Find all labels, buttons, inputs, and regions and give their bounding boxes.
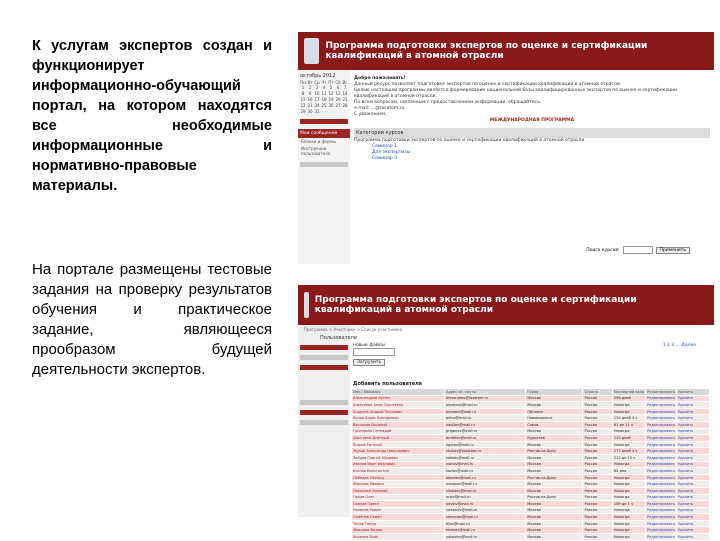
table-cell: lebedev@mail.ru [445,474,526,481]
calendar-weekday: Пт [328,80,334,85]
sidebar-divider [300,162,348,167]
edit-link[interactable]: Редактировать [647,475,675,480]
edit-link[interactable]: Редактировать [647,429,675,434]
users-list-screenshot [298,285,714,539]
page-title: Пользователи [320,335,358,341]
notice-heading: С уважением, [354,112,387,117]
user-name-cell[interactable]: Дмитриев Дмитрий [352,435,445,442]
user-name-cell[interactable]: Зайцев Сергей Юрьевич [352,454,445,461]
table-row [352,468,710,475]
edit-link[interactable]: Редактировать [647,449,675,454]
table-row [352,415,710,422]
table-cell: Никогда [612,487,645,494]
table-cell: semenov@mail.ru [445,514,526,521]
delete-link[interactable]: Удалить [677,501,710,508]
sidebar-divider [300,410,348,415]
table-cell: 61 дн 11 ч [612,421,645,428]
edit-link[interactable]: Редактировать [647,462,675,467]
user-name-cell[interactable]: Морозов Михаил [352,481,445,488]
table-cell: Москва [526,468,583,475]
table-cell: Ростов-на-Дону [526,448,583,455]
user-name-cell[interactable]: Николаев Николай [352,487,445,494]
portal-banner-title: Программа подготовки экспертов по оценке и сертификации квалификаций в атомной отрасли [314,295,637,315]
table-row [352,474,710,481]
delete-link[interactable]: Удалить [677,421,710,428]
portal-content [354,76,710,162]
table-cell: zaitsev@mail.ru [445,454,526,461]
users-table-title[interactable]: Добавить пользователя [353,381,422,387]
edit-link[interactable]: Редактировать [647,501,675,506]
table-cell: dmitriev@mail.ru [445,435,526,442]
table-cell: Никогда [612,474,645,481]
table-cell: fedorov@mail.ru [445,527,526,534]
user-name-cell[interactable]: Орлов Олег [352,494,445,501]
sidebar-divider [300,355,348,360]
user-name-cell[interactable]: Козлов Константин [352,468,445,475]
delete-link[interactable]: Удалить [677,454,710,461]
breadcrumb[interactable]: Программа > Участники > Список участников [304,327,402,332]
user-name-cell[interactable]: Андреев Андрей Петрович [352,408,445,415]
edit-link[interactable]: Редактировать [647,508,675,513]
calendar-day[interactable]: 6 [336,85,340,90]
table-header-row [352,389,710,396]
table-cell: Россия [583,421,612,428]
table-cell: Никогда [612,481,645,488]
user-name-cell[interactable]: Семёнов Семён [352,514,445,521]
sidebar-divider [300,119,348,124]
table-cell: Россия [583,415,612,422]
calendar-weekday: Пн [300,80,306,85]
table-cell: Россия [583,395,612,402]
users-table [351,388,710,541]
table-cell: 64 дня [612,468,645,475]
table-cell: Никогда [612,527,645,534]
course-search-button[interactable]: Применить [656,247,690,254]
calendar-day[interactable]: 29 [300,109,306,114]
calendar-weekday: Ср [314,80,320,85]
calendar-day[interactable]: 17 [314,97,320,102]
table-row [352,514,710,521]
table-cell: Москва [526,527,583,534]
sidebar-divider [300,345,348,350]
table-cell: ivanov@mail.ru [445,461,526,468]
table-cell: Никогда [612,520,645,527]
delete-link[interactable]: Удалить [677,441,710,448]
calendar-day[interactable]: 28 [342,103,348,108]
welcome-heading: Добро пожаловать! [354,76,406,81]
table-cell: Россия [583,534,612,541]
table-cell: Обнинск [526,408,583,415]
upload-form [353,343,395,366]
pagination[interactable]: 1 2 3 ... Далее [662,343,696,348]
user-name-cell[interactable]: Белов Борис Викторович [352,415,445,422]
table-cell: Адрес эл. почты [445,389,526,396]
table-cell: Курчатов [526,435,583,442]
edit-link[interactable]: Редактировать [647,528,675,533]
goal-text: Целью настоящей программы является формирование национальной базы квалифицированных экспертов по оценке и сертификации квалификаций в атомной отрасли. [354,88,678,99]
table-cell: grigoriev@mail.ru [445,428,526,435]
calendar-day[interactable]: 11 [321,91,327,96]
upload-label: новые файлы [353,343,386,348]
table-cell: morozov@mail.ru [445,481,526,488]
calendar-weekday: Сб [335,80,341,85]
table-cell: Россия [583,428,612,435]
portal-banner [298,32,714,70]
table-row [352,395,710,402]
table-cell: Редактировать [647,389,675,394]
table-cell: romanov@mail.ru [445,507,526,514]
table-cell: 109 дн 1 ч [612,501,645,508]
table-row [352,428,710,435]
table-cell: Россия [583,435,612,442]
table-cell: Москва [526,534,583,541]
table-cell: Москва [526,428,583,435]
table-row [352,494,710,501]
table-row [352,487,710,494]
table-cell: Москва [526,481,583,488]
table-cell: Последний вход [613,389,645,394]
table-cell: Россия [583,474,612,481]
table-cell: Москва [526,507,583,514]
delete-link[interactable]: Удалить [677,402,710,409]
table-row [352,448,710,455]
delete-link[interactable]: Удалить [677,534,710,541]
tests-description: На портале размещены тестовые задания на проверку результатов обучения и практическое задание, являющееся прообразом будущей деятельности экспертов. [32,261,272,378]
table-cell: Никогда [612,461,645,468]
delete-link[interactable]: Удалить [677,408,710,415]
table-cell: Россия [583,494,612,501]
delete-link[interactable]: Удалить [677,468,710,475]
edit-link[interactable]: Редактировать [647,396,675,401]
table-cell: Никогда [612,534,645,541]
course-search [586,246,690,254]
table-row [352,520,710,527]
table-row [352,507,710,514]
upload-button[interactable]: Загрузить [353,359,385,366]
table-row [352,461,710,468]
user-name-cell[interactable]: Васильев Василий [352,421,445,428]
calendar-day[interactable]: 14 [342,91,348,96]
calendar-day[interactable]: 9 [308,91,312,96]
calendar-day[interactable]: 23 [307,103,313,108]
edit-link[interactable]: Редактировать [647,534,675,539]
table-cell: 125 дней 4 ч [612,415,645,422]
calendar-day[interactable]: 3 [315,85,319,90]
delete-link[interactable]: Удалить [677,395,710,402]
calendar-day[interactable]: 10 [314,91,320,96]
table-row [352,441,710,448]
table-row [352,481,710,488]
user-name-cell[interactable]: Егоров Евгений [352,441,445,448]
user-name-cell[interactable]: Григорьев Геннадий [352,428,445,435]
calendar-title: октябрь 2012 [300,73,336,79]
table-cell: andreev@mail.ru [445,408,526,415]
edit-link[interactable]: Редактировать [647,409,675,414]
course-categories-heading: Категории курсов [354,128,710,138]
calendar-day[interactable]: 25 [321,103,327,108]
edit-link[interactable]: Редактировать [647,488,675,493]
table-cell: alexeeva@mail.ru [445,402,526,409]
table-cell: Россия [583,487,612,494]
user-name-cell[interactable]: Иванов Иван Иванович [352,461,445,468]
course-search-label: Поиск курсов: [586,247,620,253]
table-cell: alexandrov@rosatom.ru [445,395,526,402]
table-cell: Россия [583,441,612,448]
table-cell: Москва [526,395,583,402]
edit-link[interactable]: Редактировать [647,521,675,526]
table-cell: Москва [526,487,583,494]
table-cell: Россия [583,408,612,415]
calendar-day[interactable]: 18 [321,97,327,102]
course-link-expertise[interactable]: Для экспертизы [372,150,411,155]
table-cell: 256 дней [612,395,645,402]
table-cell: Россия [583,507,612,514]
course-link-seminar1[interactable]: Семинар 1 [372,144,398,149]
table-row [352,408,710,415]
table-cell: 120 дней [612,435,645,442]
calendar-day[interactable]: 4 [322,85,326,90]
calendar-day[interactable]: 15 [300,97,306,102]
table-cell: egorov@mail.ru [445,441,526,448]
table-cell: Россия [583,514,612,521]
sidebar-divider [300,400,348,405]
table-row [352,421,710,428]
table-cell: vasiliev@mail.ru [445,421,526,428]
user-name-cell[interactable]: Титов Тимур [352,520,445,527]
delete-link[interactable]: Удалить [677,461,710,468]
calendar-day[interactable]: 12 [328,91,334,96]
edit-link[interactable]: Редактировать [647,422,675,427]
table-cell: Россия [583,501,612,508]
delete-link[interactable]: Удалить [677,415,710,422]
course-categories-caption: Программа подготовки экспертов по оценке и сертификации квалификаций в атомной отрасли [354,138,585,143]
calendar-day[interactable]: 22 [300,103,306,108]
table-cell: Ростов-на-Дону [526,474,583,481]
delete-link[interactable]: Удалить [677,435,710,442]
edit-link[interactable]: Редактировать [647,455,675,460]
user-name-cell[interactable]: Алексеева Анна Сергеевна [352,402,445,409]
user-name-cell[interactable]: Фёдоров Фёдор [352,527,445,534]
portal-home-screenshot [298,32,714,264]
table-cell: orlov@mail.ru [445,494,526,501]
table-cell: Ростов-на-Дону [526,494,583,501]
table-cell: Москва [526,501,583,508]
table-cell: Россия [583,402,612,409]
calendar-day[interactable]: 8 [301,91,305,96]
delete-link[interactable]: Удалить [677,481,710,488]
edit-link[interactable]: Редактировать [647,416,675,421]
calendar-day[interactable]: 19 [328,97,334,102]
table-cell: Москва [526,402,583,409]
portal-logo-icon [304,38,319,64]
table-cell: Страна [583,389,612,396]
table-row [352,527,710,534]
table-cell: Никогда [612,441,645,448]
table-row [352,435,710,442]
edit-link[interactable]: Редактировать [647,515,675,520]
table-cell: yakovlev@mail.ru [445,534,526,541]
delete-link[interactable]: Удалить [677,520,710,527]
table-cell: Россия [583,454,612,461]
table-cell: Москва [526,454,583,461]
sidebar-link-forms[interactable]: Бланки и формы [301,139,337,144]
delete-link[interactable]: Удалить [677,514,710,521]
table-cell: Москва [526,514,583,521]
table-cell: Нововоронеж [526,415,583,422]
table-cell: Удалить [677,389,710,396]
table-row [352,402,710,409]
table-cell: 212 дн 15 ч [612,454,645,461]
calendar-day[interactable]: 2 [308,85,312,90]
user-name-cell[interactable]: Павлов Павел [352,501,445,508]
portal-banner-title: Программа подготовки экспертов по оценке и сертификации квалификаций в атомной отрасли [325,41,648,61]
table-row [352,534,710,541]
sidebar-link-instructions[interactable]: Инструкции пользователя [301,146,331,156]
portal-sidebar [298,70,350,264]
table-cell: zhukov@rosatom.ru [445,448,526,455]
table-cell: Никогда [612,408,645,415]
table-cell: pavlov@mail.ru [445,501,526,508]
calendar-day[interactable]: 27 [335,103,341,108]
course-link-seminar3[interactable]: Семинар 3 [372,156,398,161]
calendar-day[interactable]: 24 [314,103,320,108]
calendar-day[interactable]: 13 [335,91,341,96]
user-name-cell[interactable]: Жуков Александр Николаевич [352,448,445,455]
table-cell: Никогда [612,514,645,521]
delete-link[interactable]: Удалить [677,494,710,501]
delete-link[interactable]: Удалить [677,428,710,435]
course-search-input[interactable] [623,246,653,254]
table-cell: Город [526,389,583,396]
table-row [352,501,710,508]
delete-link[interactable]: Удалить [677,448,710,455]
contact-info-text: По всем вопросам, связанным с предоставлением информации, обращайтесь. [354,100,542,105]
user-name-cell[interactable]: Яковлев Яков [352,534,445,541]
edit-link[interactable]: Редактировать [647,482,675,487]
table-cell: Москва [526,441,583,448]
portal-banner [298,285,714,325]
user-name-cell: Имя / Фамилия [352,389,445,396]
calendar-days [298,85,350,114]
table-cell: 277 дней 4 ч [612,448,645,455]
table-cell: nikolaev@mail.ru [445,487,526,494]
delete-link[interactable]: Удалить [677,527,710,534]
portal-logo-icon [304,292,309,318]
edit-link[interactable]: Редактировать [647,402,675,407]
upload-input[interactable] [353,348,395,356]
user-name-cell[interactable]: Лебедев Леонид [352,474,445,481]
calendar-weekday: Вт [307,80,313,85]
delete-link[interactable]: Удалить [677,474,710,481]
delete-link[interactable]: Удалить [677,487,710,494]
table-cell: Никогда [612,494,645,501]
calendar-weekday: Вс [342,80,348,85]
table-cell: kozlov@mail.ru [445,468,526,475]
calendar-day[interactable]: 1 [301,85,305,90]
sidebar-divider [300,365,348,370]
edit-link[interactable]: Редактировать [647,435,675,440]
sidebar-heading: Мои сообщения [298,129,350,138]
portal-sidebar [298,325,350,517]
calendar-day[interactable]: 20 [335,97,341,102]
calendar-day[interactable]: 30 [307,109,313,114]
edit-link[interactable]: Редактировать [647,442,675,447]
table-row [352,454,710,461]
table-cell: Россия [583,468,612,475]
program-note: МЕЖДУНАРОДНАЯ ПРОГРАММА [489,118,575,123]
table-cell: Никогда [612,507,645,514]
user-name-cell[interactable]: Александров Артём [352,395,445,402]
table-cell: Москва [526,520,583,527]
calendar-weekday: Чт [321,80,327,85]
calendar-day[interactable]: 16 [307,97,313,102]
table-cell: Россия [583,481,612,488]
user-name-cell[interactable]: Романов Роман [352,507,445,514]
sidebar-divider [300,420,348,425]
calendar-day[interactable]: 21 [342,97,348,102]
table-cell: Россия [583,448,612,455]
intro-text: Данный ресурс позволяет подготовке экспертов по оценке и сертификации квалификаций в атомной отрасли. [354,82,622,87]
table-cell: Россия [583,520,612,527]
table-cell: Россия [583,461,612,468]
delete-link[interactable]: Удалить [677,507,710,514]
edit-link[interactable]: Редактировать [647,495,675,500]
calendar-day[interactable]: 5 [329,85,333,90]
table-cell: titov@mail.ru [445,520,526,527]
table-cell: Никогда [612,402,645,409]
calendar-day[interactable]: 26 [328,103,334,108]
contact-email[interactable]: e-mail: ...@rosatom.ru [354,106,405,111]
calendar-day[interactable]: 31 [314,109,320,114]
edit-link[interactable]: Редактировать [647,468,675,473]
table-cell: belov@mail.ru [445,415,526,422]
table-cell: Саров [526,421,583,428]
table-cell: Никогда [612,428,645,435]
portal-description: К услугам экспертов создан и функционирует информационно-обучающий портал, на котором находятся все необходимые информационные и нормативно-правовые материалы. [32,38,272,194]
calendar-day[interactable]: 7 [343,85,347,90]
table-cell: Москва [526,461,583,468]
table-cell: Россия [583,527,612,534]
